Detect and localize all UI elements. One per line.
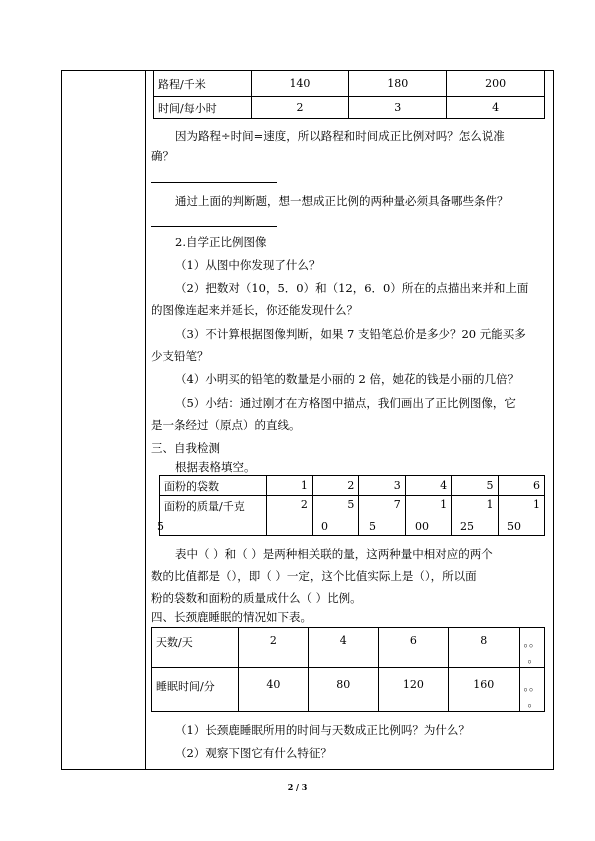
section-heading: 三、自我检测	[151, 441, 220, 455]
table-cell-label: 天数/天	[152, 628, 239, 668]
cell-value-bottom: 0	[321, 520, 328, 533]
question-text: （2）观察下图它有什么特征？	[175, 746, 332, 760]
list-item: （3）不计算根据图像判断，如果 7 支铅笔总价是多少？20 元能买多	[175, 327, 526, 341]
fill-in-text: 表中（ ）和（ ）是两种相关联的量，这两种量中相对应的两个	[175, 547, 493, 561]
list-item: 少支铅笔？	[151, 349, 209, 363]
table-cell	[452, 496, 498, 536]
list-item: 是一条经过（原点）的直线。	[151, 418, 301, 432]
fill-in-text: 粉的袋数和面粉的质量成什么（ ）比例。	[151, 591, 362, 605]
ellipsis-text: 。。	[523, 680, 540, 693]
cell-value-bottom: 25	[460, 520, 474, 533]
distance-time-table	[153, 70, 545, 119]
cell-value-bottom: 50	[507, 520, 521, 533]
question-text: 因为路程÷时间=速度，所以路程和时间成正比例对吗？怎么说准	[175, 129, 505, 143]
frame-divider	[145, 70, 146, 770]
list-item: （2）把数对（10，5．0）和（12，6．0）所在的点描出来并和上面	[175, 281, 529, 295]
table-cell: 200	[447, 71, 545, 97]
section-heading: 四、长颈鹿睡眠的情况如下表。	[151, 610, 312, 624]
question-text: （1）长颈鹿睡眠所用的时间与天数成正比例吗？为什么？	[175, 723, 470, 737]
table-cell: 8	[449, 628, 519, 668]
list-item: （5）小结：通过刚才在方格图中描点，我们画出了正比例图像，它	[175, 396, 516, 410]
table-cell-ellipsis	[519, 628, 545, 668]
list-item: （4）小明买的铅笔的数量是小丽的 2 倍，她花的钱是小丽的几倍？	[175, 372, 519, 386]
table-cell: 4	[308, 628, 378, 668]
table-cell: 1	[266, 476, 312, 496]
table-cell: 40	[238, 668, 308, 712]
cell-value-top: 2	[300, 498, 308, 511]
table-cell	[312, 496, 358, 536]
table-cell-label: 面粉的袋数	[160, 476, 267, 496]
giraffe-sleep-table	[151, 627, 545, 712]
list-item: （1）从图中你发现了什么？	[175, 258, 321, 272]
table-cell: 3	[359, 476, 405, 496]
table-cell: 4	[447, 97, 545, 119]
question-text: 确？	[151, 149, 174, 163]
answer-line	[151, 182, 277, 183]
table-cell: 180	[349, 71, 447, 97]
cell-value-bottom: 5	[369, 520, 376, 533]
table-cell-label: 路程/千米	[154, 71, 252, 97]
cell-value-bottom: 00	[415, 520, 429, 533]
question-text: 通过上面的判断题，想一想成正比例的两种量必须具备哪些条件？	[175, 194, 509, 208]
frame-bottom-border	[61, 769, 554, 770]
list-item: 的图像连起来并延长，你还能发现什么？	[151, 303, 358, 317]
table-cell-label: 时间/每小时	[154, 97, 252, 119]
cell-value-top: 5	[347, 498, 355, 511]
table-cell: 140	[251, 71, 349, 97]
cell-value-top: 1	[440, 498, 448, 511]
frame-right-border	[553, 70, 554, 770]
cell-value-top: 1	[486, 498, 494, 511]
table-cell-label: 睡眠时间/分	[152, 668, 239, 712]
answer-line	[151, 226, 277, 227]
table-cell: 2	[251, 97, 349, 119]
table-cell: 120	[378, 668, 448, 712]
table-cell-ellipsis	[519, 668, 545, 712]
table-cell: 2	[238, 628, 308, 668]
fill-in-text: 数的比值都是（），即（ ）一定，这个比值实际上是（），所以面	[151, 569, 477, 583]
table-cell: 2	[312, 476, 358, 496]
table-cell	[266, 496, 312, 536]
table-cell: 6	[498, 476, 544, 496]
cell-value-top: 1	[533, 498, 540, 511]
ellipsis-text: 。。	[523, 636, 540, 649]
ellipsis-text: 。	[527, 652, 539, 665]
ellipsis-text: 。	[527, 696, 539, 709]
cell-value-top: 7	[393, 498, 401, 511]
page-number: 2 / 3	[287, 782, 308, 792]
cell-value-bottom: 5	[157, 520, 164, 533]
flour-table	[159, 475, 545, 536]
table-cell: 6	[378, 628, 448, 668]
table-cell	[498, 496, 544, 536]
table-cell: 4	[405, 476, 451, 496]
section-intro: 根据表格填空。	[175, 460, 256, 474]
table-cell: 3	[349, 97, 447, 119]
section-title: 2.自学正比例图像	[175, 235, 267, 249]
table-cell: 5	[452, 476, 498, 496]
table-cell	[359, 496, 405, 536]
table-cell-label: 面粉的质量/千克	[160, 496, 267, 536]
table-cell: 80	[308, 668, 378, 712]
table-cell: 160	[449, 668, 519, 712]
frame-left-border	[61, 70, 62, 770]
